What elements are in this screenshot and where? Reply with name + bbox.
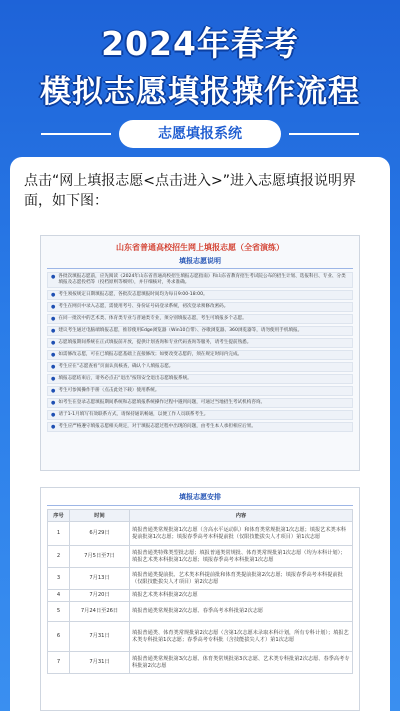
screenshot-title: 山东省普通高校招生网上填报志愿（全省演练） [116, 243, 284, 252]
bullet-icon: ● [51, 388, 56, 394]
table-row [48, 622, 353, 652]
bullet-icon: ● [51, 424, 56, 430]
intro-text: 点击“网上填报志愿<点击进入>”进入志愿填报说明界面，如下图： [24, 173, 356, 209]
row-date: 7月5日至7日 [70, 546, 130, 568]
row-content: 填报普通类提前批、艺术类本科提前批和体育类提前批第2次志愿；填报春季高考本科提前批（仅限技能拔尖人才项目）第2次志愿 [130, 568, 353, 590]
bullet-icon: ● [51, 328, 56, 334]
row-content: 填报普通类、体育类常规批第2次志愿（含第1次志愿未录取本科计划，所有专科计划）；填报艺术类专科批第1次志愿；春季高考专科批（含技能拔尖人才）第1次志愿 [130, 622, 353, 652]
bullet-icon: ● [51, 352, 56, 358]
instruction-text: 在同一批次中的艺术类、体育类专业与普通类专业，须分别填报志愿，考生可填报多个志愿。 [58, 316, 247, 321]
column-header: 内容 [130, 510, 353, 522]
instruction-text: 考生应在“志愿查看”页面认真核查，确认个人填报志愿。 [58, 364, 174, 369]
instruction-item [47, 422, 353, 432]
page-title-line2: 模拟志愿填报操作流程 [40, 74, 360, 110]
row-content: 填报普通类常规批第1次志愿（含高水平运动队）和体育类常规批第1次志愿；填报艺术类本科提前批第1次志愿；填报春季高考本科提前批（仅限技能拔尖人才项目）第1次志愿 [130, 522, 353, 546]
instruction-text: 各批次填报志愿前，应先阅读《2024年山东省普通高校招生填报志愿指南》和山东省教育招生考试院公布的招生计划、选报科目、专业、分类填报及志愿投档等（投档原则等细则），并仔细核对，务求准确。 [58, 274, 346, 285]
row-date: 7月20日 [70, 590, 130, 602]
row-number: 6 [48, 622, 70, 652]
content-card [10, 157, 390, 711]
bullet-icon: ● [51, 316, 56, 322]
section-pill: 志愿填报系统 [119, 120, 281, 148]
page-title-line1: 2024年春考 [101, 24, 299, 63]
screenshot-subtitle: 填报志愿说明 [47, 256, 353, 269]
row-date: 7月13日 [70, 568, 130, 590]
instruction-text: 考生可参阅操作手册（点击此处下载）使用系统。 [58, 388, 160, 393]
table-row [48, 602, 353, 622]
instruction-text: 填报志愿结束后，请务必点击“退出”按钮安全退出志愿填报系统。 [58, 376, 192, 381]
table-row [48, 590, 353, 602]
table-row [48, 652, 353, 674]
bullet-icon: ● [51, 376, 56, 382]
instruction-text: 如需修改志愿，可在已填报志愿基础上直接修改；如要改变志愿的，须在规定时间内完成。 [58, 352, 243, 357]
instruction-text: 考生应严格遵守填报志愿相关规定，对于填报志愿过程中出现的问题，由考生本人承担相应后果。 [58, 424, 256, 429]
instruction-item [47, 290, 353, 300]
bullet-icon: ● [51, 400, 56, 406]
row-number: 7 [48, 652, 70, 674]
row-date: 7月24日至26日 [70, 602, 130, 622]
instructions-screenshot [40, 235, 360, 471]
instruction-item [47, 326, 353, 336]
bullet-icon: ● [51, 274, 56, 280]
instruction-item [47, 362, 353, 372]
instruction-text: 考生在网页中录入志愿，需使用考号、身份证号码登录系统，初次登录须修改密码。 [58, 304, 229, 309]
instruction-item [47, 302, 353, 312]
bullet-icon: ● [51, 364, 56, 370]
row-number: 5 [48, 602, 70, 622]
row-date: 7月31日 [70, 622, 130, 652]
instruction-list [47, 272, 353, 432]
bullet-icon: ● [51, 304, 56, 310]
schedule-title: 填报志愿安排 [47, 492, 353, 506]
row-date: 7月31日 [70, 652, 130, 674]
instruction-item [47, 272, 353, 288]
column-header: 时间 [70, 510, 130, 522]
row-number: 4 [48, 590, 70, 602]
row-content: 填报普通类常规批第2次志愿、春季高考本科批第2次志愿 [130, 602, 353, 622]
instruction-text: 请于1-1月填写有效联系方式，请保持通讯畅通，以便工作人员联系考生。 [58, 412, 209, 417]
table-header-row [48, 510, 353, 522]
row-content: 填报普通类特殊类型批志愿；填报普通类常规批、体育类常规批第1次志愿（均为本科计划）；填报艺术类本科批第1次志愿；填报春季高考本科批第1次志愿 [130, 546, 353, 568]
instruction-item [47, 350, 353, 360]
row-date: 6月29日 [70, 522, 130, 546]
table-row [48, 568, 353, 590]
instruction-text: 建议考生通过电脑端填报志愿，推荐使用Edge浏览器（Win10自带）、谷歌浏览器、360浏览器等，请勿使用手机填报。 [58, 328, 303, 333]
bullet-icon: ● [51, 412, 56, 418]
bullet-icon: ● [51, 340, 56, 346]
row-number: 3 [48, 568, 70, 590]
column-header: 序号 [48, 510, 70, 522]
table-row [48, 522, 353, 546]
schedule-panel [40, 487, 360, 711]
bullet-icon: ● [51, 292, 56, 298]
instruction-item [47, 386, 353, 396]
row-content: 填报艺术类本科批第2次志愿 [130, 590, 353, 602]
instruction-item [47, 410, 353, 420]
instruction-item [47, 338, 353, 348]
row-number: 1 [48, 522, 70, 546]
schedule-table [47, 509, 353, 674]
row-content: 填报普通类常规批第3次志愿、体育类常规批第3次志愿、艺术类专科批第2次志愿、春季高考专科批第2次志愿 [130, 652, 353, 674]
instruction-item [47, 374, 353, 384]
row-number: 2 [48, 546, 70, 568]
instruction-item [47, 398, 353, 408]
table-row [48, 546, 353, 568]
instruction-text: 考生须按规定日期填报志愿，各批次志愿填报时间均为每日9:00-18:00。 [58, 292, 208, 297]
instruction-text: 如考生在登录志愿填报期间系统和志愿填报系统操作过程中遇到问题，可通过当地招生考试机构咨询。 [58, 400, 266, 405]
instruction-item [47, 314, 353, 324]
instruction-text: 志愿填报期间系统在正式填报前开放，提供计划查询和专业代码查询等服务，请考生提前熟悉。 [58, 340, 252, 345]
